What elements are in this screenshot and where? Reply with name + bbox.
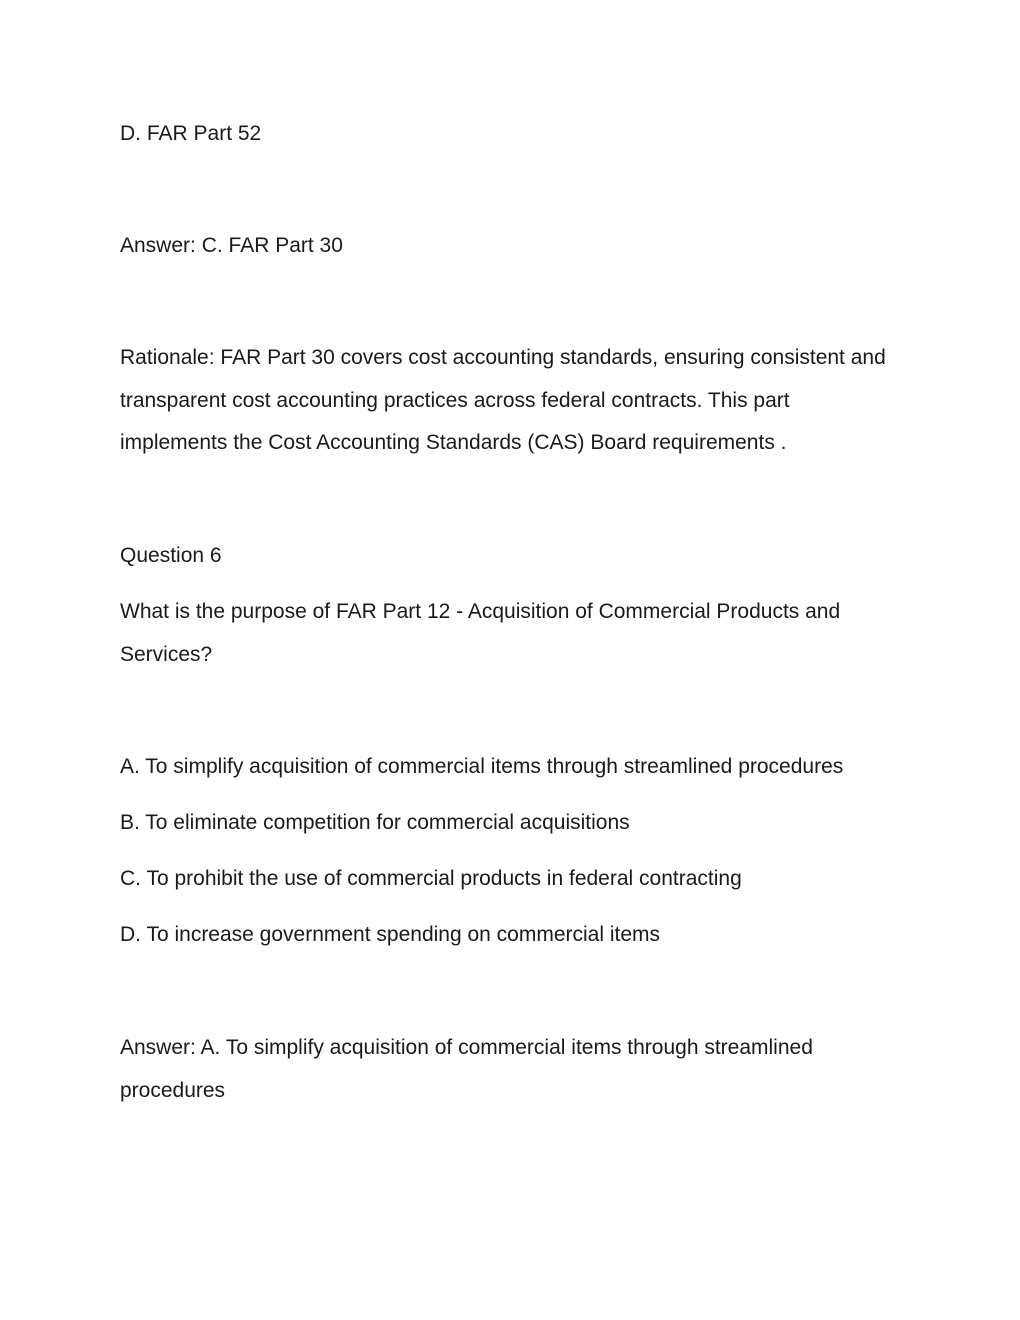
option-b: B. To eliminate competition for commercial acquisitions [120,811,630,834]
option-a: A. To simplify acquisition of commercial items through streamlined procedures [120,755,844,778]
question-text: What is the purpose of FAR Part 12 - Acquisition of Commercial Products and Services? [120,600,841,666]
answer: Answer: A. To simplify acquisition of commercial items through streamlined procedures [120,1036,813,1102]
previous-rationale: Rationale: FAR Part 30 covers cost accounting standards, ensuring consistent and transparent cost accounting practices across federal contracts. This part implements the Cost Accounting Standards (CAS) Board requirements . [120,346,886,454]
previous-answer: Answer: C. FAR Part 30 [120,234,343,257]
previous-option-d: D. FAR Part 52 [120,122,262,145]
option-d: D. To increase government spending on commercial items [120,923,661,946]
option-c: C. To prohibit the use of commercial products in federal contracting [120,867,742,890]
question-heading: Question 6 [120,544,222,567]
